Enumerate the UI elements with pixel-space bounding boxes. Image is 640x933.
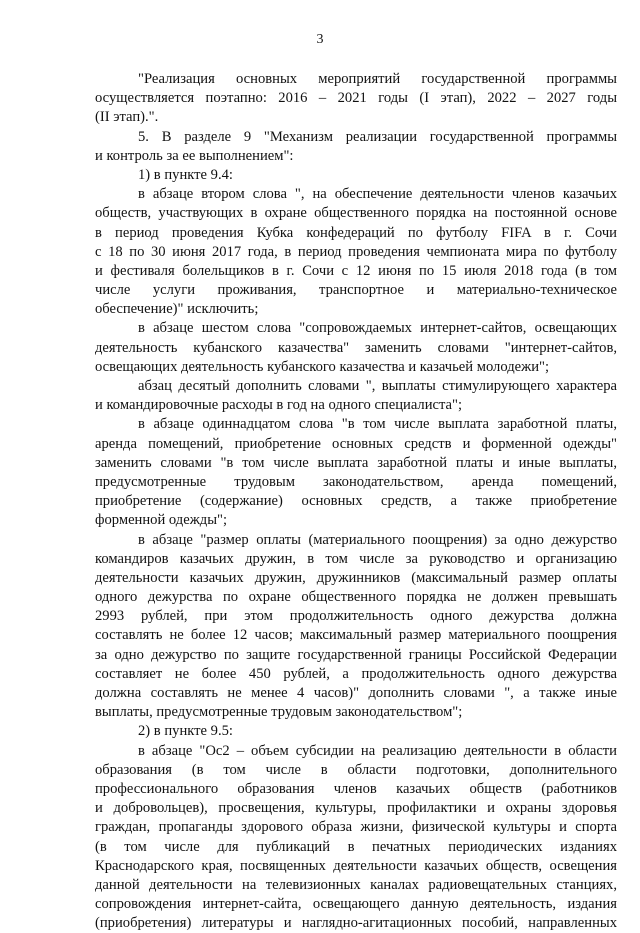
text-line: обществ, участвующих в охране общественного порядка на постоянной основе	[95, 205, 617, 222]
text-line: составляет не более 450 рублей, а продолжительность одного дежурства	[95, 665, 617, 682]
text-line: (в том числе для публикаций в печатных периодических изданиях	[95, 838, 617, 855]
text-line: должна составлять не менее 4 часов)" дополнить словами ", а также иные	[95, 685, 617, 701]
text-line: аренда помещений, приобретение основных средств и форменной одежды"	[95, 435, 617, 452]
text-line: в абзаце одиннадцатом слова "в том числе выплата заработной платы,	[138, 416, 617, 433]
text-line: и добровольцев), просвещения, культуры, профилактики и охраны здоровья	[95, 800, 617, 817]
text-line: за одно дежурство по защите государственной границы Российской Федерации	[95, 646, 617, 663]
text-line: предусмотренные трудовым законодательством, аренда помещений,	[95, 473, 617, 490]
text-line: образования (в том числе в области подготовки, дополнительного	[95, 761, 617, 778]
text-line: в период проведения Кубка конфедераций по футболу FIFA в г. Сочи	[95, 224, 617, 241]
text-line: обеспечение)" исключить;	[95, 301, 259, 318]
text-line: с 18 по 30 июня 2017 года, в период проведения чемпионата мира по футболу	[95, 243, 617, 260]
text-line: приобретение (содержание) основных средств, а также приобретение	[95, 493, 617, 510]
document-body	[95, 70, 617, 933]
text-line: в абзаце "размер оплаты (материального поощрения) за одно дежурство	[138, 531, 617, 548]
text-line: 5. В разделе 9 "Механизм реализации государственной программы	[138, 128, 617, 145]
text-line: в абзаце втором слова ", на обеспечение деятельности членов казачьих	[138, 186, 617, 203]
text-line: "Реализация основных мероприятий государственной программы	[138, 71, 617, 87]
text-line: (приобретения) литературы и наглядно-агитационных пособий, направленных	[95, 915, 617, 932]
text-line: абзац десятый дополнить словами ", выплаты стимулирующего характера	[138, 378, 617, 394]
text-line: одного дежурства по охране общественного порядка не должен превышать	[95, 589, 617, 606]
text-line: 1) в пункте 9.4:	[138, 166, 233, 183]
text-line: (II этап).".	[95, 109, 159, 126]
text-line: и командировочные расходы в год на одного специалиста";	[95, 397, 463, 414]
text-line: Краснодарского края, посвященных деятельности казачьих обществ, освещения	[95, 857, 617, 874]
text-line: выплаты, предусмотренные трудовым законодательством";	[95, 704, 463, 721]
text-line: сопровождения интернет-сайта, освещающего данную деятельность, издания	[95, 896, 617, 913]
text-line: деятельность кубанского казачества" заменить словами "интернет-сайтов,	[95, 339, 617, 356]
text-line: профессионального образования членов казачьих обществ (работников	[95, 780, 617, 797]
text-line: форменной одежды";	[95, 512, 228, 529]
text-line: и контроль за ее выполнением":	[95, 147, 294, 164]
text-line: числе услуги проживания, транспортное и материально-техническое	[95, 282, 617, 299]
text-line: данной деятельности на телевизионных каналах радиовещательных станциях,	[95, 876, 617, 893]
text-line: 2993 рублей, при этом продолжительность одного дежурства должна	[95, 608, 617, 625]
text-line: командиров казачьих дружин, в том числе за руководство и организацию	[95, 550, 617, 567]
text-line: в абзаце "Oc2 – объем субсидии на реализацию деятельности в области	[138, 742, 617, 759]
page-number: 3	[316, 32, 324, 47]
text-line: 2) в пункте 9.5:	[138, 723, 233, 740]
text-line: деятельности казачьих дружин, дружинников (максимальный размер оплаты	[95, 569, 617, 586]
text-line: заменить словами "в том числе выплата заработной платы и иные выплаты,	[95, 454, 617, 471]
text-line: осуществляется поэтапно: 2016 – 2021 годы (I этап), 2022 – 2027 годы	[95, 90, 617, 107]
text-line: освещающих деятельность кубанского казачества и казачьей молодежи";	[95, 358, 550, 375]
text-line: и фестиваля болельщиков в г. Сочи с 12 июня по 15 июля 2018 года (в том	[95, 262, 617, 279]
text-line: в абзаце шестом слова "сопровождаемых интернет-сайтов, освещающих	[138, 320, 617, 337]
text-line: составлять не более 12 часов; максимальный размер материального поощрения	[95, 627, 617, 644]
text-line: граждан, пропаганды здорового образа жизни, физической культуры и спорта	[95, 819, 617, 836]
